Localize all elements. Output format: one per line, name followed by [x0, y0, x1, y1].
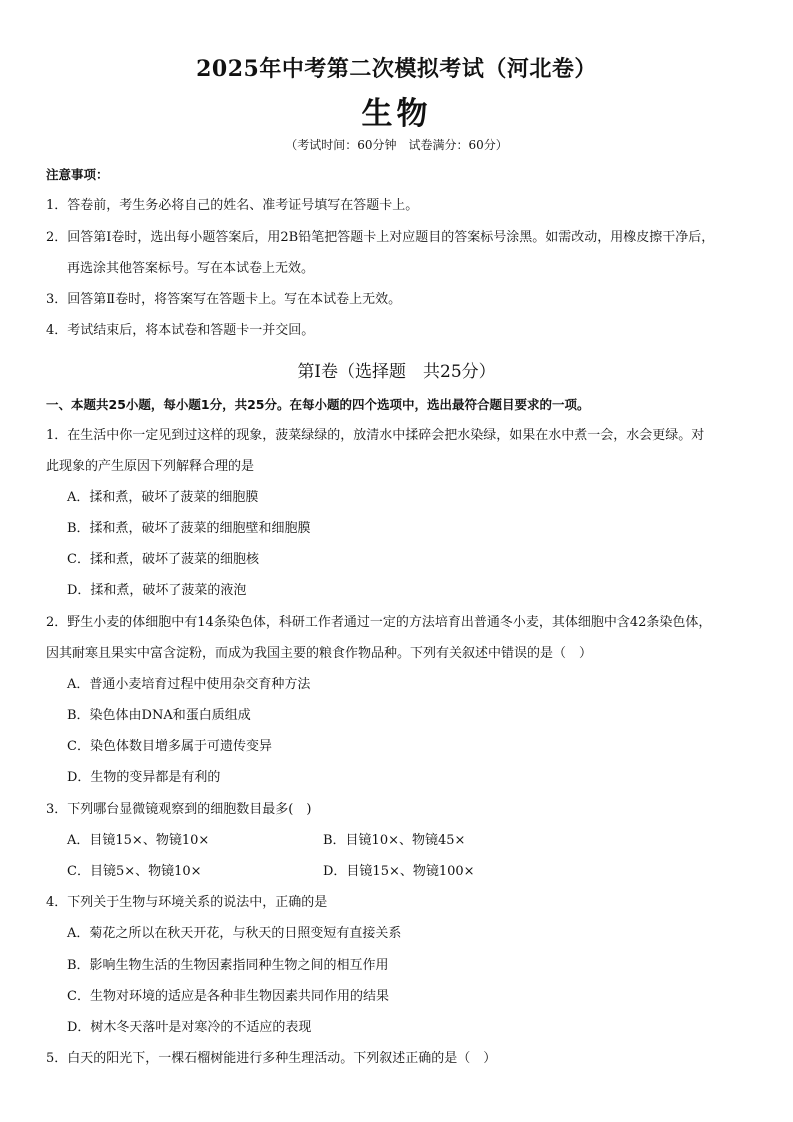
option-d: D．目镜15×、物镜100×	[323, 864, 475, 879]
exam-title: 2025年中考第二次模拟考试（河北卷）	[196, 56, 597, 82]
option-b: B．影响生物生活的生物因素指同种生物之间的相互作用	[67, 958, 389, 973]
notes-heading: 注意事项：	[46, 167, 109, 182]
option-c: C．染色体数目增多属于可遗传变异	[67, 739, 272, 754]
option-a: A．目镜15×、物镜10×	[67, 833, 210, 848]
option-a: A．菊花之所以在秋天开花，与秋天的日照变短有直接关系	[67, 926, 402, 941]
option-c: C．生物对环境的适应是各种非生物因素共同作用的结果	[67, 989, 389, 1004]
option-c: C．目镜5×、物镜10×	[67, 864, 202, 879]
subject-title: 生物	[361, 96, 432, 132]
option-a: A．普通小麦培育过程中使用杂交育种方法	[67, 677, 311, 692]
option-b: B．揉和煮，破坏了菠菜的细胞壁和细胞膜	[67, 521, 311, 536]
note-item: 3．回答第Ⅱ卷时，将答案写在答题卡上。写在本试卷上无效。	[46, 292, 402, 307]
note-item: 1．答卷前，考生务必将自己的姓名、准考证号填写在答题卡上。	[46, 198, 419, 213]
question-stem: 5．白天的阳光下，一棵石榴树能进行多种生理活动。下列叙述正确的是（ ）	[46, 1051, 497, 1066]
note-item: 4．考试结束后，将本试卷和答题卡一并交回。	[46, 323, 315, 338]
note-item-continued: 再选涂其他答案标号。写在本试卷上无效。	[67, 261, 315, 276]
option-d: D．生物的变异都是有利的	[67, 770, 221, 785]
question-stem: 4．下列关于生物与环境关系的说法中，正确的是	[46, 895, 328, 910]
option-d: D．揉和煮，破坏了菠菜的液泡	[67, 583, 247, 598]
question-stem: 2．野生小麦的体细胞中有14条染色体，科研工作者通过一定的方法培育出普通冬小麦，其体细胞中含42条染色体，	[46, 615, 712, 630]
option-b: B．目镜10×、物镜45×	[323, 833, 466, 848]
section-instruction: 一、本题共25小题，每小题1分，共25分。在每小题的四个选项中，选出最符合题目要求的一项。	[46, 397, 590, 412]
exam-meta: （考试时间：60分钟 试卷满分：60分）	[285, 138, 508, 152]
section-title: 第Ⅰ卷（选择题 共25分）	[297, 362, 496, 382]
question-stem: 1．在生活中你一定见到过这样的现象，菠菜绿绿的，放清水中揉碎会把水染绿，如果在水中煮一会，水会更绿。对	[46, 428, 705, 443]
option-d: D．树木冬天落叶是对寒冷的不适应的表现	[67, 1020, 312, 1035]
question-stem: 3．下列哪台显微镜观察到的细胞数目最多( )	[46, 802, 312, 817]
question-stem-continued: 因其耐寒且果实中富含淀粉，而成为我国主要的粮食作物品种。下列有关叙述中错误的是（ ）	[46, 646, 593, 661]
note-item: 2．回答第Ⅰ卷时，选出每小题答案后，用2B铅笔把答题卡上对应题目的答案标号涂黑。如需改动，用橡皮擦干净后，	[46, 230, 715, 245]
option-a: A．揉和煮，破坏了菠菜的细胞膜	[67, 490, 259, 505]
option-b: B．染色体由DNA和蛋白质组成	[67, 708, 251, 723]
question-stem-continued: 此现象的产生原因下列解释合理的是	[46, 459, 255, 474]
option-c: C．揉和煮，破坏了菠菜的细胞核	[67, 552, 259, 567]
